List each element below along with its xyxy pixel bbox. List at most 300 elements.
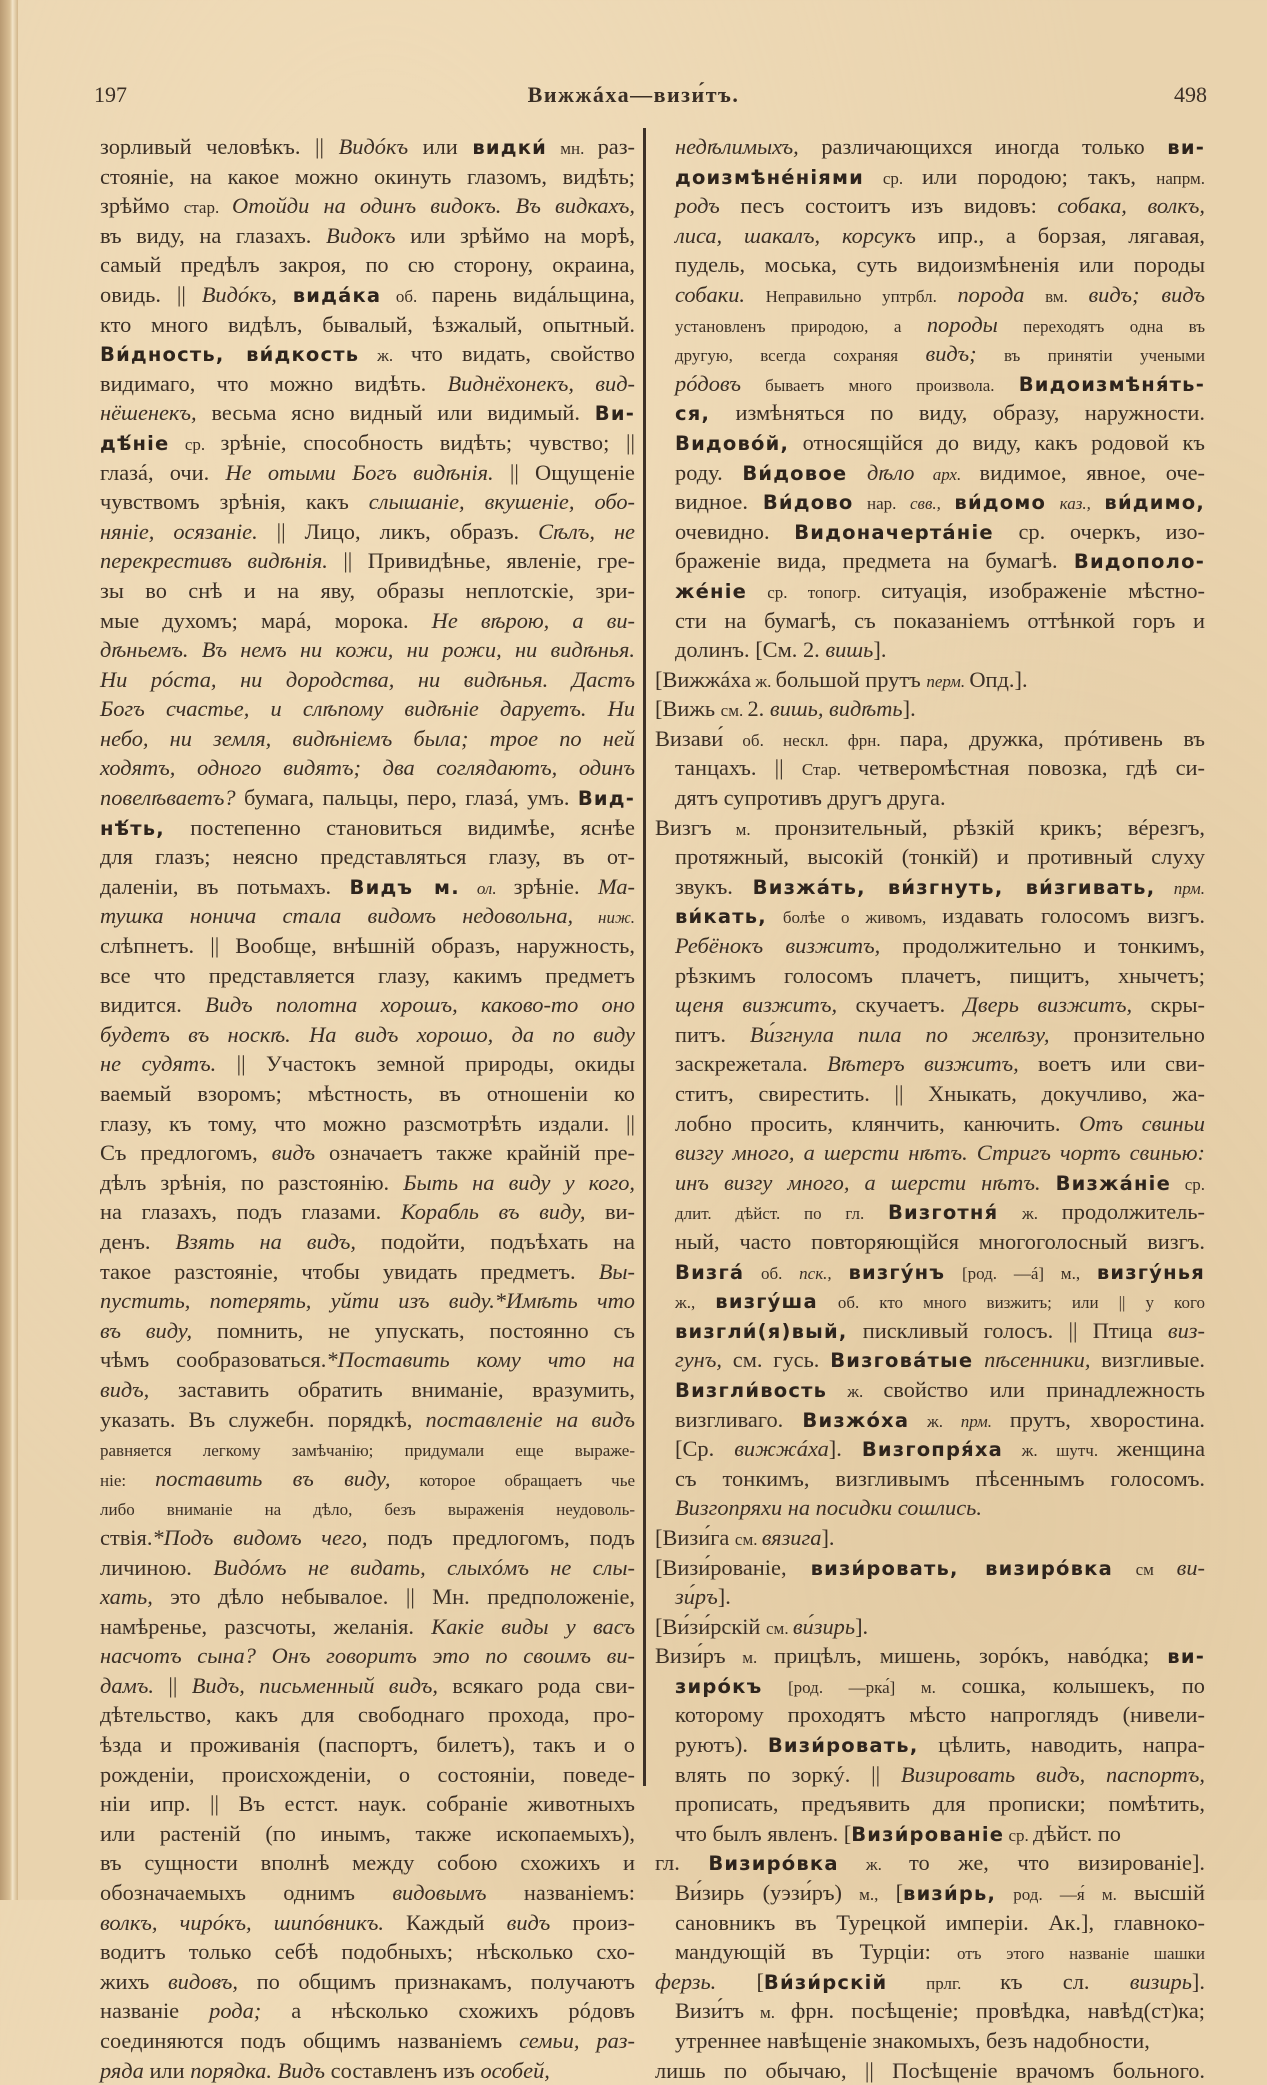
text-segment: Виднёхонекъ, вид-	[447, 370, 635, 396]
headword: Визжóха	[802, 1408, 910, 1432]
dictionary-text-line	[655, 1612, 1205, 1642]
dictionary-text-line	[655, 2026, 1205, 2056]
dictionary-text-line	[100, 1493, 635, 1523]
dictionary-text-line	[100, 1671, 635, 1701]
dictionary-text-line	[100, 1405, 635, 1435]
dictionary-text-line	[655, 1493, 1205, 1523]
text-segment: тушка нонича стала видомъ недовольна,	[100, 903, 574, 929]
text-segment: намѣренье, разсчоты, желанія.	[100, 1613, 432, 1639]
text-segment: семьи, раз-	[519, 2028, 635, 2053]
text-segment: самый предѣлъ закроя, по сю сторону, окраина,	[100, 252, 635, 278]
text-segment: [	[895, 1880, 904, 1906]
dictionary-text-line	[655, 1996, 1205, 2026]
text-segment: произ-	[550, 1909, 635, 1935]
headword: Ви́дово	[762, 491, 854, 515]
text-segment: ніи ипр. || Въ естст. наук. собраніе животныхъ	[100, 1791, 635, 1817]
dictionary-text-line	[655, 724, 1205, 754]
dictionary-text-line	[100, 635, 635, 665]
text-segment: глазá, очи.	[100, 459, 226, 485]
text-segment: 2.	[747, 696, 770, 722]
text-segment: Неправильно уптрбл.	[745, 286, 958, 306]
text-segment: бываетъ много произвола.	[740, 375, 1019, 395]
dictionary-text-line	[655, 990, 1205, 1020]
text-segment: ж.	[838, 1855, 910, 1875]
text-segment: отъ этого названіе шашки	[957, 1944, 1205, 1964]
text-segment: видовымъ	[392, 1880, 487, 1906]
dictionary-text-line	[100, 2026, 635, 2056]
dictionary-text-line	[655, 1553, 1205, 1583]
text-segment: лиса, шакалъ, корсукъ	[675, 222, 916, 248]
text-segment: личиною.	[100, 1554, 214, 1580]
text-segment: || Привидѣнье, явленіе, гре-	[327, 548, 635, 574]
dictionary-text-line	[100, 1878, 635, 1908]
text-segment: каз.,	[1046, 494, 1105, 514]
dictionary-text-line	[100, 1730, 635, 1760]
dictionary-text-line	[100, 458, 635, 488]
dictionary-text-line	[655, 487, 1205, 517]
running-title: Вижжáха—визи́тъ.	[527, 82, 740, 107]
text-segment: дѣньемъ. Въ немъ ни кожи, ни рожи, ни видѣнья.	[100, 637, 635, 663]
text-segment: другую, всегда сохраняя	[675, 346, 926, 366]
dictionary-text-line	[655, 576, 1205, 606]
text-segment: поставленіе на видъ	[425, 1406, 635, 1432]
text-segment: такое разстояніе, чтобы увидать предметъ.	[100, 1258, 599, 1284]
text-segment: питъ.	[675, 1021, 750, 1047]
dictionary-text-line	[655, 1908, 1205, 1938]
text-segment: видимаго, что можно видѣть.	[100, 370, 448, 396]
dictionary-text-line	[100, 517, 635, 547]
text-segment: звукъ.	[675, 873, 753, 899]
text-segment: дѣтельство, какъ для свободнаго прохода, про-	[100, 1702, 635, 1728]
dictionary-text-line	[100, 931, 635, 961]
headword: Видовóй,	[675, 431, 790, 455]
text-column-right	[655, 132, 1205, 2085]
text-segment: большой прутъ	[775, 666, 927, 692]
text-segment: собака, волкъ,	[1057, 193, 1205, 219]
text-segment: ср.	[1004, 1825, 1033, 1845]
text-segment: въ виду, на глазахъ.	[100, 222, 327, 248]
text-segment: чувствомъ зрѣнія, какъ	[100, 489, 369, 515]
dictionary-text-line	[100, 1375, 635, 1405]
text-segment: въ принятіи учеными	[976, 346, 1205, 366]
text-segment: [Вижь	[655, 696, 721, 722]
headword: визи́рь,	[903, 1882, 997, 1906]
headword: визгýнья	[1096, 1260, 1206, 1284]
dictionary-text-line	[655, 1523, 1205, 1553]
text-segment: скры-	[1132, 992, 1206, 1018]
text-segment: указать. Въ служебн. порядкѣ,	[100, 1406, 426, 1432]
text-segment: Богъ счастье, и слѣпому видѣніе даруетъ. Ни	[100, 696, 635, 722]
text-segment: дѣйст. по	[1033, 1820, 1121, 1846]
text-segment: род. —я́ м.	[996, 1885, 1134, 1905]
text-segment: различающихся иногда только	[798, 134, 1168, 159]
text-segment: браженіе вида, предмета на бумагѣ.	[675, 548, 1074, 574]
text-segment: Ребёнокъ визжитъ,	[675, 933, 881, 959]
dictionary-text-line	[655, 339, 1205, 369]
text-segment: ].	[1191, 1968, 1205, 1994]
text-segment: визгу много, а шерсти нѣтъ. Стригъ чортъ свинью:	[675, 1140, 1205, 1166]
headword: Визи́ровать,	[767, 1734, 919, 1758]
text-segment: танцахъ. ||	[675, 755, 802, 781]
text-segment: лобно просить, клянчить, канючить.	[675, 1110, 1080, 1136]
text-segment: см.	[734, 1529, 762, 1549]
headword: Вид-	[577, 787, 635, 811]
dictionary-text-line	[100, 724, 635, 754]
text-segment: *Поставить кому что на	[326, 1347, 635, 1373]
text-segment: ж.,	[675, 1293, 716, 1313]
text-segment: визгливаго.	[675, 1406, 803, 1432]
text-segment: об.	[381, 286, 432, 306]
headword: видáка	[292, 283, 382, 307]
text-segment: повелѣваетъ?	[100, 785, 236, 811]
dictionary-text-line	[655, 250, 1205, 280]
dictionary-text-line	[100, 1286, 635, 1316]
dictionary-text-line	[655, 1286, 1205, 1316]
text-segment: издавать голосомъ визгъ.	[942, 903, 1205, 929]
text-segment: пустить, потерять, уйти изъ виду.*Имѣть что	[100, 1288, 635, 1314]
text-segment: родъ	[675, 193, 720, 219]
text-segment: Каждый	[383, 1909, 507, 1935]
text-segment: денъ.	[100, 1228, 176, 1254]
dictionary-text-line	[100, 1967, 635, 1997]
dictionary-text-line	[100, 250, 635, 280]
text-segment: а нѣсколько схожихъ рóдовъ	[261, 1998, 635, 2024]
text-segment: къ сл.	[1000, 1968, 1130, 1994]
text-segment: прлг.	[887, 1973, 1001, 1993]
text-segment: небо, ни земля, видѣніемъ была; трое по ней	[100, 725, 635, 751]
text-segment: Не отыми Богъ видѣнія.	[225, 459, 494, 485]
text-segment: [Визи́рованіе,	[655, 1554, 811, 1580]
text-segment: не судятъ.	[100, 1051, 217, 1077]
text-segment: или	[143, 2057, 191, 2083]
text-segment: || Ощущеніе	[493, 459, 635, 485]
text-segment: соединяются подъ общимъ названіемъ	[100, 2028, 520, 2053]
text-segment: Опд.].	[969, 666, 1028, 692]
text-segment: влять по зоркý. ||	[675, 1761, 901, 1787]
text-segment: пѣсенники,	[973, 1347, 1091, 1373]
text-segment: ваемый взоромъ; мѣстность, въ отношеніи ко	[100, 1081, 635, 1106]
text-segment: даленіи, въ потьмахъ.	[100, 873, 350, 899]
dictionary-text-line	[655, 1641, 1205, 1671]
text-segment: зы во снѣ и на яву, образы неплотскіе, зри-	[100, 577, 635, 603]
dictionary-text-line	[100, 961, 635, 991]
text-segment: Визгъ	[655, 814, 712, 840]
headword: жéніе	[675, 579, 748, 603]
text-segment: весьма ясно видный или видимый.	[196, 400, 595, 426]
dictionary-text-line	[100, 1789, 635, 1819]
text-segment: рожденіи, происхожденіи, о состояніи, поведе-	[100, 1761, 635, 1787]
text-segment: прм.	[1155, 878, 1205, 898]
dictionary-text-line	[100, 1848, 635, 1878]
dictionary-text-line	[100, 1523, 635, 1553]
text-segment: переходятъ одна въ	[997, 316, 1205, 336]
dictionary-text-line	[655, 1730, 1205, 1760]
headword: Визговáтые	[830, 1349, 974, 1373]
dictionary-text-line	[655, 1878, 1205, 1908]
text-segment: ср.	[1171, 1174, 1205, 1194]
book-binding-edge	[0, 0, 18, 1900]
text-segment: Ви́зирь (уэзи́ръ)	[675, 1880, 842, 1906]
dictionary-text-line	[100, 1049, 635, 1079]
dictionary-text-line	[100, 487, 635, 517]
text-segment: инъ визгу много, а шерсти нѣтъ.	[675, 1169, 1041, 1195]
headword: доизмѣнéніями	[675, 165, 865, 189]
dictionary-text-line	[655, 1079, 1205, 1109]
text-segment: видъ,	[100, 1376, 150, 1402]
dictionary-text-line	[100, 576, 635, 606]
text-segment: ср. очеркъ, изо-	[993, 518, 1205, 544]
dictionary-text-line	[100, 1760, 635, 1790]
text-segment: что видать, свойство	[410, 341, 635, 367]
text-segment: м.,	[841, 1885, 896, 1905]
headword: Визи́рованіе	[851, 1822, 1005, 1846]
dictionary-text-line	[655, 517, 1205, 547]
dictionary-text-line	[100, 428, 635, 458]
text-segment: щеня визжитъ,	[675, 992, 838, 1018]
dictionary-text-line	[100, 1819, 635, 1849]
text-segment: об. нескл. фрн.	[723, 730, 900, 750]
headword: Ви́дность, ви́дкость	[100, 343, 360, 367]
text-segment: болѣе о живомъ,	[766, 908, 943, 928]
dictionary-text-line	[100, 1345, 635, 1375]
text-segment: ниж.	[573, 908, 636, 928]
dictionary-text-line	[655, 1434, 1205, 1464]
dictionary-text-line	[655, 458, 1205, 488]
text-segment: составленъ изъ	[325, 2057, 481, 2083]
text-segment: видовъ,	[167, 1968, 239, 1994]
dictionary-text-line	[100, 1227, 635, 1257]
text-segment: которое обращаетъ чье	[390, 1470, 635, 1490]
dictionary-text-line	[655, 694, 1205, 724]
dictionary-text-line	[100, 398, 635, 428]
text-segment: [Ви́зи́рскій	[655, 1613, 767, 1639]
text-segment: [Визи́га	[655, 1524, 735, 1550]
dictionary-text-line	[655, 1020, 1205, 1050]
text-segment: ||	[154, 1672, 192, 1698]
text-segment: ж. шутч.	[1003, 1441, 1117, 1461]
text-segment: съ тонкимъ, визгливымъ пѣсеннымъ голосомъ.	[675, 1465, 1205, 1491]
text-segment: насчотъ сына? Онъ говоритъ это по своимъ ви-	[100, 1643, 635, 1669]
text-segment	[1041, 1170, 1056, 1195]
dictionary-text-line	[655, 428, 1205, 458]
text-segment: ферзь.	[655, 1968, 717, 1994]
dictionary-text-line	[655, 1700, 1205, 1730]
text-segment: песъ состоитъ изъ видовъ:	[719, 193, 1058, 219]
text-segment: Видъ, письменный видъ,	[191, 1672, 438, 1698]
text-segment: ].	[873, 637, 887, 663]
text-segment: поставить въ виду,	[155, 1465, 391, 1491]
dictionary-text-line	[655, 1375, 1205, 1405]
text-segment: собаки.	[675, 281, 746, 307]
text-segment	[277, 282, 293, 307]
dictionary-text-line	[655, 1937, 1205, 1967]
text-segment: [	[716, 1968, 764, 1994]
text-segment: вишь	[825, 637, 874, 663]
headword: визгýнъ	[848, 1260, 946, 1284]
page-number-right: 498	[1174, 82, 1207, 107]
text-segment: или	[408, 134, 473, 159]
text-segment: порода	[957, 281, 1025, 307]
text-segment: Взять на видъ,	[175, 1228, 356, 1254]
text-segment: четверомѣстная повозка, гдѣ си-	[857, 755, 1205, 781]
headword: визгли́(я)вый,	[675, 1319, 848, 1343]
dictionary-text-line	[100, 1641, 635, 1671]
text-segment: перекрестивъ видѣнія.	[100, 548, 328, 574]
text-segment: Сѣлъ, не	[538, 518, 635, 544]
dictionary-text-line	[100, 1257, 635, 1287]
text-segment: чѣмъ сообразоваться.	[100, 1347, 327, 1373]
text-segment: кто много видѣлъ, бывалый, ѣзжалый, опытный.	[100, 311, 635, 337]
text-segment: это дѣло небывалое. || Мн. предположеніе,	[152, 1584, 635, 1610]
text-segment: дѣлъ зрѣнія, по разстоянію.	[100, 1169, 404, 1195]
text-segment: протяжный, высокій (тонкій) и противный слуху	[675, 844, 1205, 870]
text-segment: свв.,	[910, 494, 955, 514]
text-segment: ср.	[169, 434, 221, 454]
text-segment: см. гусь.	[722, 1347, 831, 1373]
text-segment: виз-	[1167, 1317, 1205, 1343]
text-segment: ходятъ, одного видятъ; два соглядаютъ, одинъ	[100, 755, 635, 781]
dictionary-text-line	[100, 606, 635, 636]
text-segment: заскрежетала.	[675, 1051, 828, 1077]
dictionary-text-line	[655, 635, 1205, 665]
text-segment: Не вѣрою, а ви-	[431, 607, 635, 633]
text-segment: Корабль въ виду,	[400, 1199, 586, 1225]
text-segment: м.	[711, 819, 775, 839]
dictionary-text-line	[655, 546, 1205, 576]
dictionary-text-line	[100, 1020, 635, 1050]
dictionary-text-line	[100, 1937, 635, 1967]
text-segment: названіе	[100, 1998, 210, 2024]
headword: Визгли́вость	[675, 1378, 828, 1402]
text-segment: ви-	[585, 1199, 635, 1225]
text-segment: прм.	[960, 1411, 1010, 1431]
text-segment: Съ предлогомъ,	[100, 1140, 272, 1166]
text-segment: Стар.	[801, 760, 858, 780]
text-segment: [Ср.	[675, 1436, 735, 1462]
text-segment: которому проходятъ мѣсто напроглядъ (нивели-	[675, 1702, 1205, 1728]
dictionary-text-line	[100, 842, 635, 872]
dictionary-text-line	[655, 783, 1205, 813]
dictionary-text-line	[655, 132, 1205, 162]
text-segment: мн.	[547, 139, 598, 158]
dictionary-text-line	[100, 546, 635, 576]
text-segment: Какіе виды у васъ	[431, 1613, 635, 1639]
text-segment: || Лицо, ликъ, образъ.	[257, 518, 539, 544]
dictionary-text-line	[100, 191, 635, 221]
text-segment: ж.	[827, 1381, 884, 1401]
text-segment: [род. —á] м.,	[945, 1263, 1097, 1283]
dictionary-text-line	[655, 369, 1205, 399]
text-segment: Видóкъ,	[201, 281, 277, 307]
dictionary-text-line	[655, 1316, 1205, 1346]
text-segment: водитъ только себѣ подобныхъ; нѣсколько схо-	[100, 1939, 635, 1965]
text-segment: Видóмъ не видать, слыхóмъ не слы-	[213, 1554, 635, 1580]
text-segment: породы	[926, 311, 998, 337]
text-segment: Ни рóста, ни дородства, ни видѣнья. Дастъ	[100, 666, 635, 692]
text-segment: рѣзкимъ голосомъ плачетъ, пищитъ, хнычетъ;	[675, 962, 1205, 988]
text-segment: пронзительно	[1049, 1021, 1205, 1047]
text-segment: подойти, подъѣхать на	[355, 1228, 635, 1254]
text-segment: прутъ, хворостина.	[1009, 1406, 1205, 1432]
dictionary-text-line	[655, 1197, 1205, 1227]
dictionary-text-line	[655, 1760, 1205, 1790]
text-segment: жихъ	[100, 1968, 168, 1994]
text-segment: няніе, осязаніе.	[100, 518, 258, 544]
text-segment: либо вниманіе на дѣло, безъ выраженія неудоволь-	[100, 1500, 635, 1520]
text-segment: видится.	[100, 992, 206, 1018]
text-segment: арх.	[914, 464, 980, 484]
text-segment: глазу, къ тому, что можно разсмотрѣть издали. ||	[100, 1110, 635, 1136]
dictionary-text-line	[655, 606, 1205, 636]
text-segment: Визи́ръ	[655, 1643, 726, 1669]
text-segment: дѣло	[847, 459, 915, 485]
text-segment: гунъ,	[675, 1347, 723, 1373]
text-segment: Видóкъ	[338, 134, 409, 159]
text-segment: м.	[744, 2003, 791, 2023]
dictionary-text-line	[100, 1996, 635, 2026]
text-segment: Визгопряхи на посидки сошлись.	[675, 1495, 982, 1521]
dictionary-text-line	[655, 221, 1205, 251]
text-segment: помнить, не упускать, постоянно съ	[192, 1317, 635, 1343]
text-segment: визгливые.	[1090, 1347, 1205, 1373]
text-segment: перм.	[926, 671, 970, 691]
text-segment: заставить обратить вниманіе, вразумить,	[149, 1376, 635, 1402]
dictionary-text-line	[100, 872, 635, 902]
text-segment: Видокъ	[326, 222, 396, 248]
text-segment: роду.	[675, 459, 743, 485]
text-segment: ср.	[864, 168, 922, 188]
text-segment: Отъ свиньи	[1079, 1110, 1205, 1136]
dictionary-text-line	[100, 990, 635, 1020]
headword: Ви́зи́рскій	[763, 1970, 888, 1994]
text-segment: видъ; видъ	[1088, 281, 1205, 307]
text-segment: стояніе, на какое можно окинуть глазомъ, видѣть;	[100, 163, 635, 189]
text-segment: зрѣніе, способность видѣть; чувство; ||	[220, 429, 635, 455]
text-segment: видимое, явное, оче-	[979, 459, 1205, 485]
text-segment: для глазъ; неясно представляться глазу, въ от-	[100, 844, 635, 870]
text-segment: раз-	[597, 134, 635, 159]
text-segment: зрѣніе.	[513, 873, 598, 899]
text-segment: ствія.	[100, 1524, 153, 1550]
dictionary-text-line	[100, 1464, 635, 1494]
text-segment: см	[1112, 1559, 1177, 1579]
headword: Визгопря́ха	[861, 1438, 1003, 1462]
dictionary-text-line	[655, 1464, 1205, 1494]
text-segment: высшій	[1134, 1880, 1205, 1906]
text-segment: долинъ. [См. 2.	[675, 637, 826, 663]
text-segment: Визави́	[655, 725, 724, 751]
text-segment: Отойди на одинъ видокъ. Въ видкахъ,	[232, 193, 635, 219]
text-segment: пронзительный, рѣзкій крикъ; вéрезгъ,	[774, 814, 1206, 840]
dictionary-text-line	[655, 1582, 1205, 1612]
headword: зирóкъ	[675, 1674, 763, 1698]
text-segment: Визировать видъ, паспортъ,	[900, 1761, 1205, 1787]
text-segment: будетъ въ носкѣ. На видъ хорошо, да по виду	[100, 1021, 635, 1047]
text-segment: Дверь визжитъ,	[963, 992, 1133, 1018]
text-segment: парень видáльщина,	[431, 281, 635, 307]
text-segment: || Участокъ земной природы, окиды	[216, 1051, 635, 1077]
text-segment: очевидно.	[675, 518, 795, 544]
text-segment: хать,	[100, 1584, 153, 1610]
text-segment: бумага, пальцы, перо, глазá, умъ.	[235, 785, 578, 811]
text-segment: зрѣймо	[100, 193, 184, 219]
text-segment: ипр., а борзая, лягавая,	[915, 222, 1205, 248]
text-segment: воетъ или сви-	[1018, 1051, 1205, 1077]
dictionary-text-line	[100, 1553, 635, 1583]
dictionary-text-line	[100, 1316, 635, 1346]
text-segment: [Вижжáха	[655, 666, 752, 692]
headword: нѣ́ть,	[100, 816, 165, 840]
